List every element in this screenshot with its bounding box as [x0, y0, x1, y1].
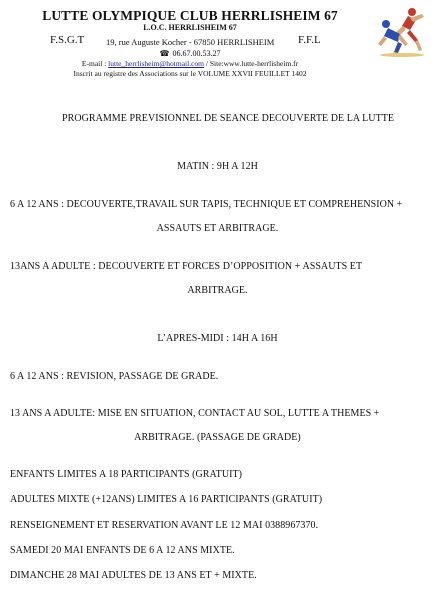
- afternoon-kids: 6 A 12 ANS : REVISION, PASSAGE DE GRADE.: [10, 371, 219, 382]
- phone-line: [0, 49, 380, 58]
- club-abbreviation: L.O.C. HERRLISHEIM 67: [143, 23, 237, 32]
- note-reservation: RENSEIGNEMENT ET RESERVATION AVANT LE 12 MAI 0388967370.: [10, 520, 319, 531]
- club-address: 19, rue Auguste Kocher - 67850 HERRLISHEIM: [106, 37, 275, 47]
- phone-icon: ☎: [159, 49, 170, 58]
- email-label: E-mail :: [81, 59, 109, 68]
- morning-adults-line1: 13ANS A ADULTE : DECOUVERTE ET FORCES D’OPPOSITION + ASSAUTS ET: [10, 261, 363, 272]
- note-adults-limit: ADULTES MIXTE (+12ANS) LIMITES A 16 PARTICIPANTS (GRATUIT): [10, 494, 323, 505]
- morning-kids-line2: ASSAUTS ET ARBITRAGE.: [156, 223, 279, 234]
- morning-kids-line1: 6 A 12 ANS : DECOUVERTE,TRAVAIL SUR TAPIS, TECHNIQUE ET COMPREHENSION +: [10, 199, 403, 210]
- website-text: / Site:www.lutte-herrlisheim.fr: [204, 59, 299, 68]
- club-name: LUTTE OLYMPIQUE CLUB HERRLISHEIM 67: [42, 8, 338, 23]
- afternoon-adults-line1: 13 ANS A ADULTE: MISE EN SITUATION, CONTACT AU SOL, LUTTE A THEMES +: [10, 408, 380, 419]
- wrestlers-logo: [372, 4, 430, 58]
- contact-line: [0, 59, 380, 68]
- afternoon-heading: L’APRES-MIDI : 14H A 16H: [157, 333, 278, 344]
- federation-left: F.S.G.T: [50, 34, 85, 46]
- note-saturday: SAMEDI 20 MAI ENFANTS DE 6 A 12 ANS MIXTE.: [10, 545, 235, 556]
- note-sunday: DIMANCHE 28 MAI ADULTES DE 13 ANS ET + MIXTE.: [10, 570, 257, 581]
- email-link[interactable]: lutte_herrlisheim@hotmail.com: [108, 59, 205, 68]
- association-registry: Inscrit au registre des Associations sur le VOLUME XXVII FEUILLET 1402: [73, 69, 307, 78]
- federation-right: F.F.L: [298, 34, 321, 46]
- morning-heading: MATIN : 9H A 12H: [177, 161, 258, 172]
- morning-adults-line2: ARBITRAGE.: [187, 285, 248, 296]
- afternoon-adults-line2: ARBITRAGE. (PASSAGE DE GRADE): [134, 432, 301, 443]
- program-title: PROGRAMME PREVISIONNEL DE SEANCE DECOUVERTE DE LA LUTTE: [62, 113, 395, 124]
- note-children-limit: ENFANTS LIMITES A 18 PARTICIPANTS (GRATUIT): [10, 469, 243, 480]
- phone-number: 06.67.00.53.27: [172, 49, 221, 58]
